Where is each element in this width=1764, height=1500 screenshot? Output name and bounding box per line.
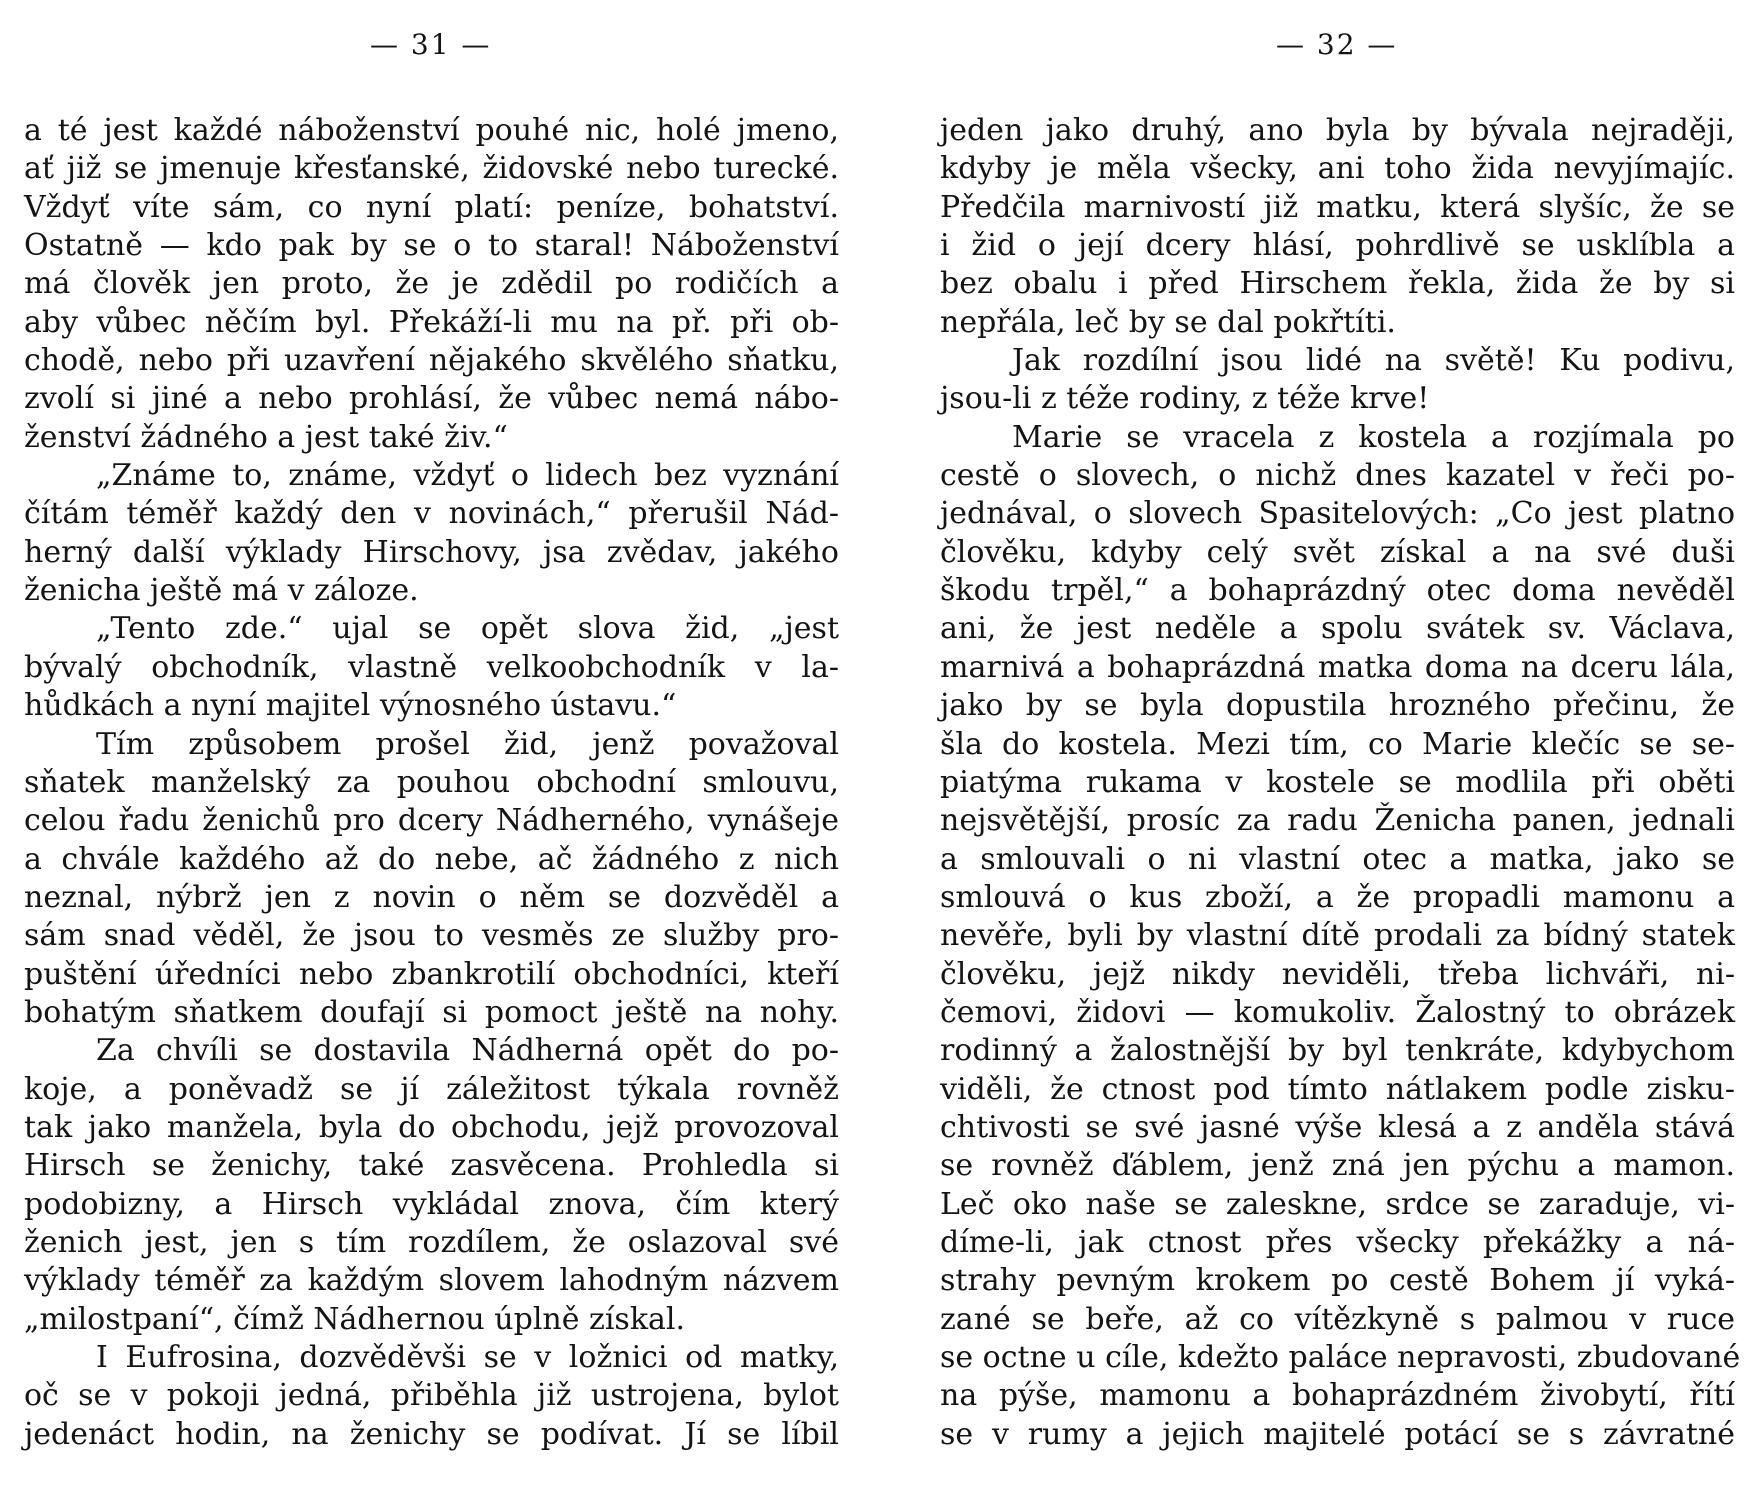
text-line: kdyby je měla všecky, ani toho žida nevyjímajíc. bbox=[940, 151, 1735, 187]
text-line: ženství žádného a jest také živ.“ bbox=[24, 419, 508, 455]
text-line: Tím způsobem prošel žid, jenž považoval bbox=[96, 726, 839, 762]
text-line: Hirsch se ženichy, také zasvěcena. Prohledla si bbox=[24, 1148, 839, 1184]
text-line: Předčila marnivostí již matku, která slyšíc, že se bbox=[940, 189, 1735, 225]
text-line: a té jest každé náboženství pouhé nic, holé jmeno, bbox=[24, 113, 839, 148]
text-line: smlouvá o kus zboží, a že propadli mamonu a bbox=[940, 879, 1735, 915]
text-line: člověku, kdyby celý svět získal a na své duši bbox=[940, 534, 1735, 570]
text-line: má člověk jen proto, že je zdědil po rodičích a bbox=[24, 266, 839, 302]
text-line: piatýma rukama v kostele se modlila při oběti bbox=[940, 764, 1735, 800]
text-line: se v rumy a jejich majitelé potácí se s závratné bbox=[940, 1416, 1735, 1452]
text-line: hůdkách a nyní majitel výnosného ústavu.“ bbox=[24, 688, 677, 724]
text-line: cestě o slovech, o nichž dnes kazatel v řeči po- bbox=[940, 458, 1735, 494]
text-line: „Známe to, známe, vždyť o lidech bez vyznání bbox=[96, 458, 839, 494]
text-line: Za chvíli se dostavila Nádherná opět do po- bbox=[96, 1033, 839, 1069]
text-line: zvolí si jiné a nebo prohlásí, že vůbec nemá nábo- bbox=[24, 381, 839, 417]
text-line: čítám téměř každý den v novinách,“ přerušil Nád- bbox=[24, 496, 839, 532]
text-line: „Tento zde.“ ujal se opět slova žid, „jest bbox=[96, 611, 839, 647]
text-line: jeden jako druhý, ano byla by bývala nejraději, bbox=[940, 113, 1735, 148]
text-line: ať již se jmenuje křesťanské, židovské nebo turecké. bbox=[24, 151, 839, 187]
text-line: člověku, jejž nikdy neviděli, třeba lichváři, ni- bbox=[940, 956, 1735, 992]
text-line: nepřála, leč by se dal pokřtíti. bbox=[940, 304, 1396, 340]
text-line: Ostatně — kdo pak by se o to staral! Náboženství bbox=[24, 228, 839, 264]
text-line: Marie se vracela z kostela a rozjímala po bbox=[1012, 419, 1735, 455]
text-line: nevěře, byli by vlastní dítě prodali za bídný statek bbox=[940, 918, 1735, 954]
text-line: zané se beře, až co vítězkyně s palmou v ruce bbox=[940, 1301, 1735, 1337]
text-line: Vždyť víte sám, co nyní platí: peníze, bohatství. bbox=[24, 189, 839, 225]
text-line: neznal, nýbrž jen z novin o něm se dozvěděl a bbox=[24, 879, 839, 915]
page-left-text bbox=[24, 112, 839, 1454]
text-line: jednával, o slovech Spasitelových: „Co jest platno bbox=[940, 496, 1735, 532]
text-line: i žid o její dcery hlásí, pohrdlivě se usklíbla a bbox=[940, 228, 1735, 264]
text-line: na pýše, mamonu a bohaprázdném živobytí, řítí bbox=[940, 1378, 1735, 1414]
text-line: chodě, nebo při uzavření nějakého skvělého sňatku, bbox=[24, 343, 839, 379]
text-line: se rovněž ďáblem, jenž zná jen pýchu a mamon. bbox=[940, 1148, 1735, 1184]
text-line: se octne u cíle, kdežto paláce nepravosti, zbudované bbox=[940, 1340, 1741, 1375]
text-line: čemovi, židovi — komukoliv. Žalostný to obrázek bbox=[940, 994, 1735, 1030]
text-line: koje, a poněvadž se jí záležitost týkala rovněž bbox=[24, 1071, 839, 1107]
text-line: a chvále každého až do nebe, ač žádného z nich bbox=[24, 841, 839, 877]
page-number-right: — 32 — bbox=[1276, 28, 1398, 61]
text-line: a smlouvali o ni vlastní otec a matka, jako se bbox=[940, 841, 1735, 877]
text-line: bez obalu i před Hirschem řekla, žida že by si bbox=[940, 266, 1735, 302]
text-line: rodinný a žalostnější by byl tenkráte, kdybychom bbox=[940, 1033, 1735, 1069]
text-line: sňatek manželský za pouhou obchodní smlouvu, bbox=[24, 764, 839, 800]
text-line: chtivosti se své jasné výše klesá a z anděla stává bbox=[940, 1109, 1735, 1145]
text-line: jako by se byla dopustila hrozného přečinu, že bbox=[940, 688, 1735, 724]
text-line: celou řadu ženichů pro dcery Nádherného, vynášeje bbox=[24, 803, 839, 839]
text-line: ženicha ještě má v záloze. bbox=[24, 573, 419, 609]
page-number-left: — 31 — bbox=[370, 28, 492, 61]
text-line: bohatým sňatkem doufají si pomoct ještě na nohy. bbox=[24, 994, 839, 1030]
text-line: jedenáct hodin, na ženichy se podívat. Jí se líbil bbox=[24, 1416, 839, 1452]
text-line: Jak rozdílní jsou lidé na světě! Ku podivu, bbox=[1012, 343, 1735, 379]
text-line: jsou-li z téže rodiny, z téže krve! bbox=[940, 381, 1430, 417]
text-line: strahy pevným krokem po cestě Bohem jí vyká- bbox=[940, 1263, 1735, 1299]
text-line: oč se v pokoji jedná, přiběhla již ustrojena, bylot bbox=[24, 1378, 839, 1414]
text-line: „milostpaní“, čímž Nádhernou úplně získal. bbox=[24, 1301, 686, 1337]
text-line: Leč oko naše se zaleskne, srdce se zaraduje, vi- bbox=[940, 1186, 1735, 1222]
text-line: marnivá a bohaprázdná matka doma na dceru lála, bbox=[940, 649, 1735, 685]
text-line: výklady téměř za každým slovem lahodným názvem bbox=[24, 1263, 839, 1299]
text-line: viděli, že ctnost pod tímto nátlakem podle zisku- bbox=[940, 1071, 1735, 1107]
text-line: podobizny, a Hirsch vykládal znova, čím který bbox=[24, 1186, 839, 1222]
text-line: šla do kostela. Mezi tím, co Marie klečíc se se- bbox=[940, 726, 1735, 762]
text-line: bývalý obchodník, vlastně velkoobchodník v la- bbox=[24, 649, 839, 685]
text-line: I Eufrosina, dozvěděvši se v ložnici od matky, bbox=[96, 1340, 839, 1375]
text-line: nejsvětější, prosíc za radu Ženicha panen, jednali bbox=[940, 803, 1735, 839]
text-line: díme-li, jak ctnost přes všecky překážky a ná- bbox=[940, 1224, 1735, 1260]
page-right-text bbox=[940, 112, 1741, 1454]
text-line: herný další výklady Hirschovy, jsa zvědav, jakého bbox=[24, 534, 839, 570]
text-line: puštění úředníci nebo zbankrotilí obchodníci, kteří bbox=[24, 956, 839, 992]
text-line: ženich jest, jen s tím rozdílem, že oslazoval své bbox=[24, 1224, 839, 1260]
text-line: sám snad věděl, že jsou to vesměs ze služby pro- bbox=[24, 918, 839, 954]
text-line: tak jako manžela, byla do obchodu, jejž provozoval bbox=[24, 1109, 839, 1145]
text-line: škodu trpěl,“ a bohaprázdný otec doma nevěděl bbox=[940, 573, 1735, 609]
text-line: aby vůbec něčím byl. Překáží-li mu na př. při ob- bbox=[24, 304, 839, 340]
text-line: ani, že jest neděle a spolu svátek sv. Václava, bbox=[940, 611, 1735, 647]
